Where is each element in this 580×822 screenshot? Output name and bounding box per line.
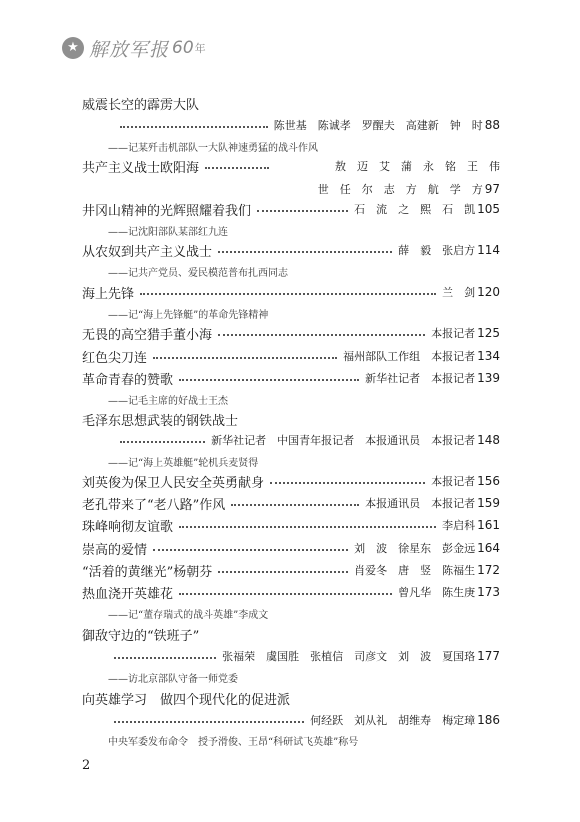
toc-entry-title[interactable]: 向英雄学习 做四个现代化的促进派 [82, 693, 291, 708]
dot-leader [218, 251, 392, 253]
toc-entry-page[interactable]: 120 [477, 285, 500, 299]
toc-entry-subtitle: ——记共产党员、爱民模范普布扎西同志 [108, 268, 288, 279]
dot-leader [179, 593, 392, 595]
toc-entry-line [82, 494, 500, 512]
toc-entry-line [82, 157, 500, 175]
toc-entry-authors: 张福荣 虞国胜 张植信 司彦文 刘 波 夏国珞 [222, 650, 476, 663]
toc-entry-title[interactable]: 御敌守边的“铁班子” [82, 629, 200, 644]
toc-entry-page[interactable]: 177 [477, 649, 500, 663]
dot-leader [270, 482, 425, 484]
dot-leader [218, 571, 348, 573]
toc-entry-authors: 刘 波 徐星东 彭金远 [354, 542, 476, 555]
masthead-logo [62, 30, 206, 66]
toc-entry-page[interactable]: 173 [477, 585, 500, 599]
brand-name: 解放军报 [89, 38, 170, 61]
toc-entry-page[interactable]: 164 [477, 541, 500, 555]
toc-entry-page[interactable]: 97 [484, 182, 500, 196]
dot-leader [114, 657, 216, 659]
toc-entry-line [82, 180, 500, 198]
toc-entry-title[interactable]: 无畏的高空猎手董小海 [82, 327, 213, 343]
toc-entry-authors: 肖爱冬 唐 竖 陈福生 [354, 564, 476, 577]
toc-entry-title[interactable]: 崇高的爱情 [82, 542, 148, 558]
toc-entry-page[interactable]: 105 [477, 202, 500, 216]
toc-entry-subtitle: ——记某歼击机部队一大队神速勇猛的战斗作风 [108, 143, 318, 154]
toc-entry-line [82, 241, 500, 259]
toc-entry-line [82, 539, 500, 557]
dot-leader [153, 357, 337, 359]
toc-entry-page[interactable]: 114 [477, 243, 500, 257]
toc-entry-title[interactable]: 井冈山精神的光辉照耀着我们 [82, 203, 252, 219]
toc-entry-page[interactable]: 161 [477, 518, 500, 532]
brand-anniversary-number: 60 [172, 38, 194, 58]
toc-entry-subtitle: ——访北京部队守备一师党委 [108, 674, 238, 685]
dot-leader [114, 721, 304, 723]
toc-entry-title[interactable]: 毛泽东思想武装的钢铁战士 [82, 414, 239, 429]
dot-leader [153, 549, 348, 551]
toc-entry-page[interactable]: 139 [477, 371, 500, 385]
toc-entry-line [82, 324, 500, 342]
toc-entry-authors: 本报记者 [431, 327, 476, 340]
toc-entry-title[interactable]: 共产主义战士欧阳海 [82, 160, 200, 176]
toc-entry-line [82, 200, 500, 218]
toc-entry-title[interactable]: “活着的黄继光”杨朝芬 [82, 564, 213, 580]
toc-entry-subtitle: ——记“董存瑞式的战斗英雄”李成文 [108, 610, 269, 621]
toc-entry-subtitle: ——记“海上英雄艇”轮机兵麦贤得 [108, 458, 259, 469]
toc-entry-page[interactable]: 134 [477, 349, 500, 363]
toc-entry-line [82, 516, 500, 534]
dot-leader [205, 167, 269, 169]
toc-entry-page[interactable]: 159 [477, 496, 500, 510]
toc-entry-title[interactable]: 红色尖刀连 [82, 350, 148, 366]
toc-entry-authors: 李启科 [442, 519, 476, 532]
toc-entry-page[interactable]: 172 [477, 563, 500, 577]
toc-entry-subtitle: ——记毛主席的好战士王杰 [108, 396, 228, 407]
page-number: 2 [82, 758, 91, 773]
toc-entry-page[interactable]: 148 [477, 433, 500, 447]
toc-entry-subtitle: 中央军委发布命令 授予滑俊、王昂“科研试飞英雄”称号 [108, 737, 359, 748]
dot-leader [231, 504, 359, 506]
toc-entry-title[interactable]: 从农奴到共产主义战士 [82, 244, 213, 260]
toc-entry-line [82, 283, 500, 301]
toc-entry-title[interactable]: 刘英俊为保卫人民安全英勇献身 [82, 475, 265, 491]
toc-entry-title[interactable]: 老孔带来了“老八路”作风 [82, 497, 226, 513]
star-emblem-icon [62, 37, 84, 59]
dot-leader [257, 210, 348, 212]
toc-entry-title[interactable]: 珠峰响彻友谊歌 [82, 519, 174, 535]
toc-entry-subtitle: ——记沈阳部队某部红九连 [108, 227, 228, 238]
toc-entry-title[interactable]: 海上先锋 [82, 286, 135, 302]
toc-entry-page[interactable]: 88 [484, 118, 500, 132]
toc-entry-line [82, 647, 500, 665]
toc-entry-title[interactable]: 革命青春的赞歌 [82, 372, 174, 388]
toc-entry-line [82, 711, 500, 729]
toc-entry-title[interactable]: 威震长空的霹雳大队 [82, 98, 200, 113]
dot-leader [179, 379, 359, 381]
brand-anniversary-suffix: 年 [194, 42, 206, 55]
toc-entry-authors: 世 任 尔 志 方 航 学 方 [317, 183, 483, 196]
toc-entry-page[interactable]: 156 [477, 474, 500, 488]
toc-entry-subtitle: ——记“海上先锋艇”的革命先锋精神 [108, 310, 269, 321]
toc-entry-title[interactable]: 热血浇开英雄花 [82, 586, 174, 602]
toc-entry-line [82, 561, 500, 579]
toc-entry-page[interactable]: 125 [477, 326, 500, 340]
toc-entry-authors: 兰 剑 [442, 286, 476, 299]
toc-entry-authors: 曾凡华 陈生庚 [398, 586, 476, 599]
toc-entry-authors: 本报记者 [431, 475, 476, 488]
toc-entry-authors: 何经跃 刘从礼 胡维寿 梅定璋 [310, 714, 476, 727]
toc-entry-authors: 薛 毅 张启方 [398, 244, 476, 257]
toc-entry-authors: 敖 迈 艾 蒲 永 铭 王 伟 [335, 160, 500, 173]
toc-entry-authors: 新华社记者 本报记者 [365, 372, 476, 385]
toc-entry-line [82, 369, 500, 387]
toc-entry-authors: 本报通讯员 本报记者 [365, 497, 476, 510]
toc-entry-authors: 陈世基 陈诚孝 罗醒夫 高建新 钟 时 [273, 119, 483, 132]
toc-entry-page[interactable]: 186 [477, 713, 500, 727]
toc-entry-authors: 新华社记者 中国青年报记者 本报通讯员 本报记者 [211, 434, 476, 447]
dot-leader [218, 334, 425, 336]
toc-entry-line [82, 472, 500, 490]
toc-entry-line [82, 431, 500, 449]
toc-entry-line [82, 116, 500, 134]
dot-leader [120, 126, 268, 128]
toc-entry-line [82, 347, 500, 365]
toc-entry-authors: 福州部队工作组 本报记者 [343, 350, 476, 363]
toc-entry-line [82, 583, 500, 601]
toc-entry-authors: 石 流 之 熙 石 凯 [354, 203, 476, 216]
dot-leader [120, 441, 205, 443]
dot-leader [179, 526, 436, 528]
dot-leader [140, 293, 436, 295]
